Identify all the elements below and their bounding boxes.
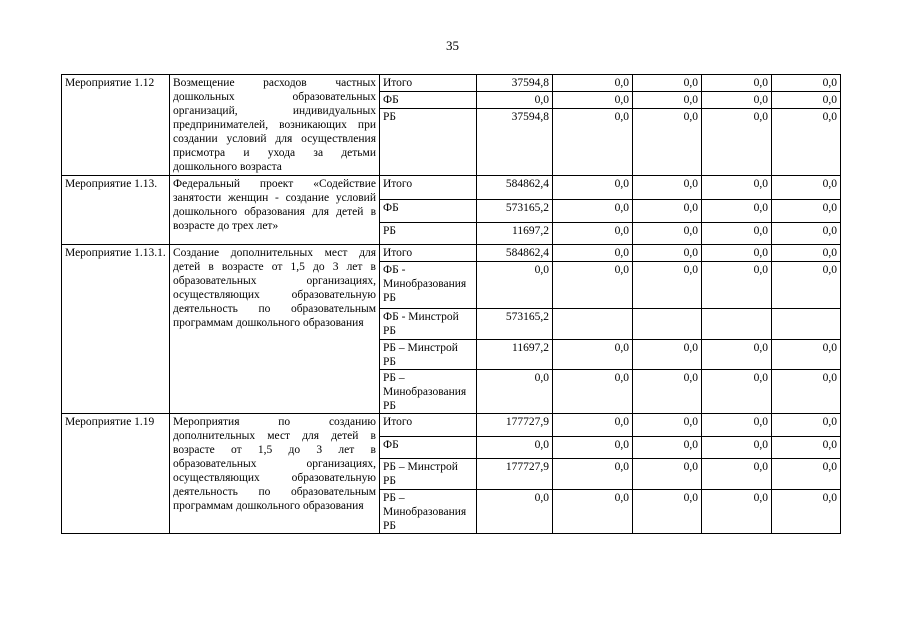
funding-source: ФБ - Минстрой РБ	[380, 309, 477, 340]
amount-year: 0,0	[633, 437, 702, 459]
funding-source: Итого	[380, 245, 477, 262]
budget-table	[61, 74, 841, 534]
amount-year: 0,0	[633, 414, 702, 437]
amount-total: 11697,2	[477, 223, 553, 245]
amount-year	[772, 309, 841, 340]
amount-year: 0,0	[772, 223, 841, 245]
funding-source: Итого	[380, 414, 477, 437]
amount-year: 0,0	[633, 245, 702, 262]
amount-year: 0,0	[772, 92, 841, 109]
amount-total: 0,0	[477, 370, 553, 414]
amount-year: 0,0	[772, 262, 841, 309]
amount-year: 0,0	[553, 437, 633, 459]
amount-year: 0,0	[553, 200, 633, 223]
amount-year: 0,0	[633, 176, 702, 200]
amount-year: 0,0	[702, 245, 772, 262]
amount-year: 0,0	[633, 109, 702, 176]
amount-year: 0,0	[772, 176, 841, 200]
amount-year: 0,0	[633, 340, 702, 370]
amount-year: 0,0	[772, 75, 841, 92]
measure-description: Создание дополнительных мест для детей в возрасте от 1,5 до 3 лет в образовательных организациях, осуществляющих образовательную деятельность по образовательным программам дошкольного образования	[170, 245, 380, 414]
amount-year: 0,0	[553, 245, 633, 262]
amount-year: 0,0	[553, 176, 633, 200]
measure-id: Мероприятие 1.13.	[62, 176, 170, 245]
amount-year: 0,0	[702, 414, 772, 437]
amount-year: 0,0	[633, 92, 702, 109]
measure-id: Мероприятие 1.13.1.	[62, 245, 170, 414]
amount-year: 0,0	[772, 437, 841, 459]
amount-year: 0,0	[633, 200, 702, 223]
amount-year: 0,0	[553, 370, 633, 414]
funding-source: РБ – Минстрой РБ	[380, 340, 477, 370]
amount-year: 0,0	[553, 223, 633, 245]
amount-year: 0,0	[702, 262, 772, 309]
funding-source: РБ – Минобразования РБ	[380, 490, 477, 534]
amount-year: 0,0	[553, 262, 633, 309]
amount-total: 177727,9	[477, 414, 553, 437]
amount-year: 0,0	[553, 109, 633, 176]
amount-year: 0,0	[702, 459, 772, 490]
amount-year: 0,0	[553, 459, 633, 490]
funding-source: РБ – Минстрой РБ	[380, 459, 477, 490]
amount-year: 0,0	[553, 490, 633, 534]
table-row	[62, 245, 841, 262]
amount-year: 0,0	[702, 176, 772, 200]
amount-year: 0,0	[702, 340, 772, 370]
amount-year: 0,0	[702, 200, 772, 223]
amount-total: 584862,4	[477, 176, 553, 200]
measure-description: Мероприятия по созданию дополнительных мест для детей в возрасте от 1,5 до 3 лет в образовательных организациях, осуществляющих образовательную деятельность по образовательным программам дошкольного образования	[170, 414, 380, 534]
amount-year: 0,0	[633, 459, 702, 490]
amount-year: 0,0	[772, 245, 841, 262]
amount-year: 0,0	[772, 109, 841, 176]
amount-total: 584862,4	[477, 245, 553, 262]
table-row	[62, 414, 841, 437]
amount-total: 37594,8	[477, 75, 553, 92]
amount-year: 0,0	[633, 75, 702, 92]
table-row	[62, 75, 841, 92]
funding-source: Итого	[380, 176, 477, 200]
amount-year: 0,0	[702, 75, 772, 92]
amount-total: 11697,2	[477, 340, 553, 370]
amount-total: 0,0	[477, 437, 553, 459]
amount-year	[702, 309, 772, 340]
amount-year: 0,0	[702, 437, 772, 459]
funding-source: ФБ	[380, 92, 477, 109]
amount-year: 0,0	[702, 109, 772, 176]
amount-total: 37594,8	[477, 109, 553, 176]
funding-source: Итого	[380, 75, 477, 92]
funding-source: РБ – Минобразования РБ	[380, 370, 477, 414]
amount-total: 573165,2	[477, 309, 553, 340]
amount-year: 0,0	[553, 414, 633, 437]
amount-year	[553, 309, 633, 340]
funding-source: ФБ	[380, 200, 477, 223]
amount-year: 0,0	[772, 459, 841, 490]
amount-year: 0,0	[633, 370, 702, 414]
measure-description: Федеральный проект «Содействие занятости женщин - создание условий дошкольного образования для детей в возрасте до трех лет»	[170, 176, 380, 245]
amount-total: 573165,2	[477, 200, 553, 223]
amount-year: 0,0	[772, 340, 841, 370]
measure-description: Возмещение расходов частных дошкольных образовательных организаций, индивидуальных предпринимателей, возникающих при создании условий для осуществления присмотра и ухода за детьми дошкольного возраста	[170, 75, 380, 176]
amount-year: 0,0	[633, 490, 702, 534]
amount-year: 0,0	[553, 340, 633, 370]
amount-year: 0,0	[633, 262, 702, 309]
amount-year: 0,0	[772, 414, 841, 437]
amount-total: 177727,9	[477, 459, 553, 490]
funding-source: ФБ	[380, 437, 477, 459]
amount-year: 0,0	[553, 92, 633, 109]
funding-source: ФБ - Минобразования РБ	[380, 262, 477, 309]
amount-total: 0,0	[477, 92, 553, 109]
page-number: 35	[446, 38, 459, 53]
amount-year	[633, 309, 702, 340]
table-row	[62, 176, 841, 200]
amount-year: 0,0	[772, 490, 841, 534]
measure-id: Мероприятие 1.19	[62, 414, 170, 534]
amount-year: 0,0	[702, 370, 772, 414]
amount-total: 0,0	[477, 490, 553, 534]
amount-year: 0,0	[702, 92, 772, 109]
funding-source: РБ	[380, 109, 477, 176]
measure-id: Мероприятие 1.12	[62, 75, 170, 176]
amount-year: 0,0	[772, 200, 841, 223]
amount-year: 0,0	[702, 490, 772, 534]
amount-total: 0,0	[477, 262, 553, 309]
amount-year: 0,0	[553, 75, 633, 92]
amount-year: 0,0	[772, 370, 841, 414]
amount-year: 0,0	[702, 223, 772, 245]
amount-year: 0,0	[633, 223, 702, 245]
funding-source: РБ	[380, 223, 477, 245]
